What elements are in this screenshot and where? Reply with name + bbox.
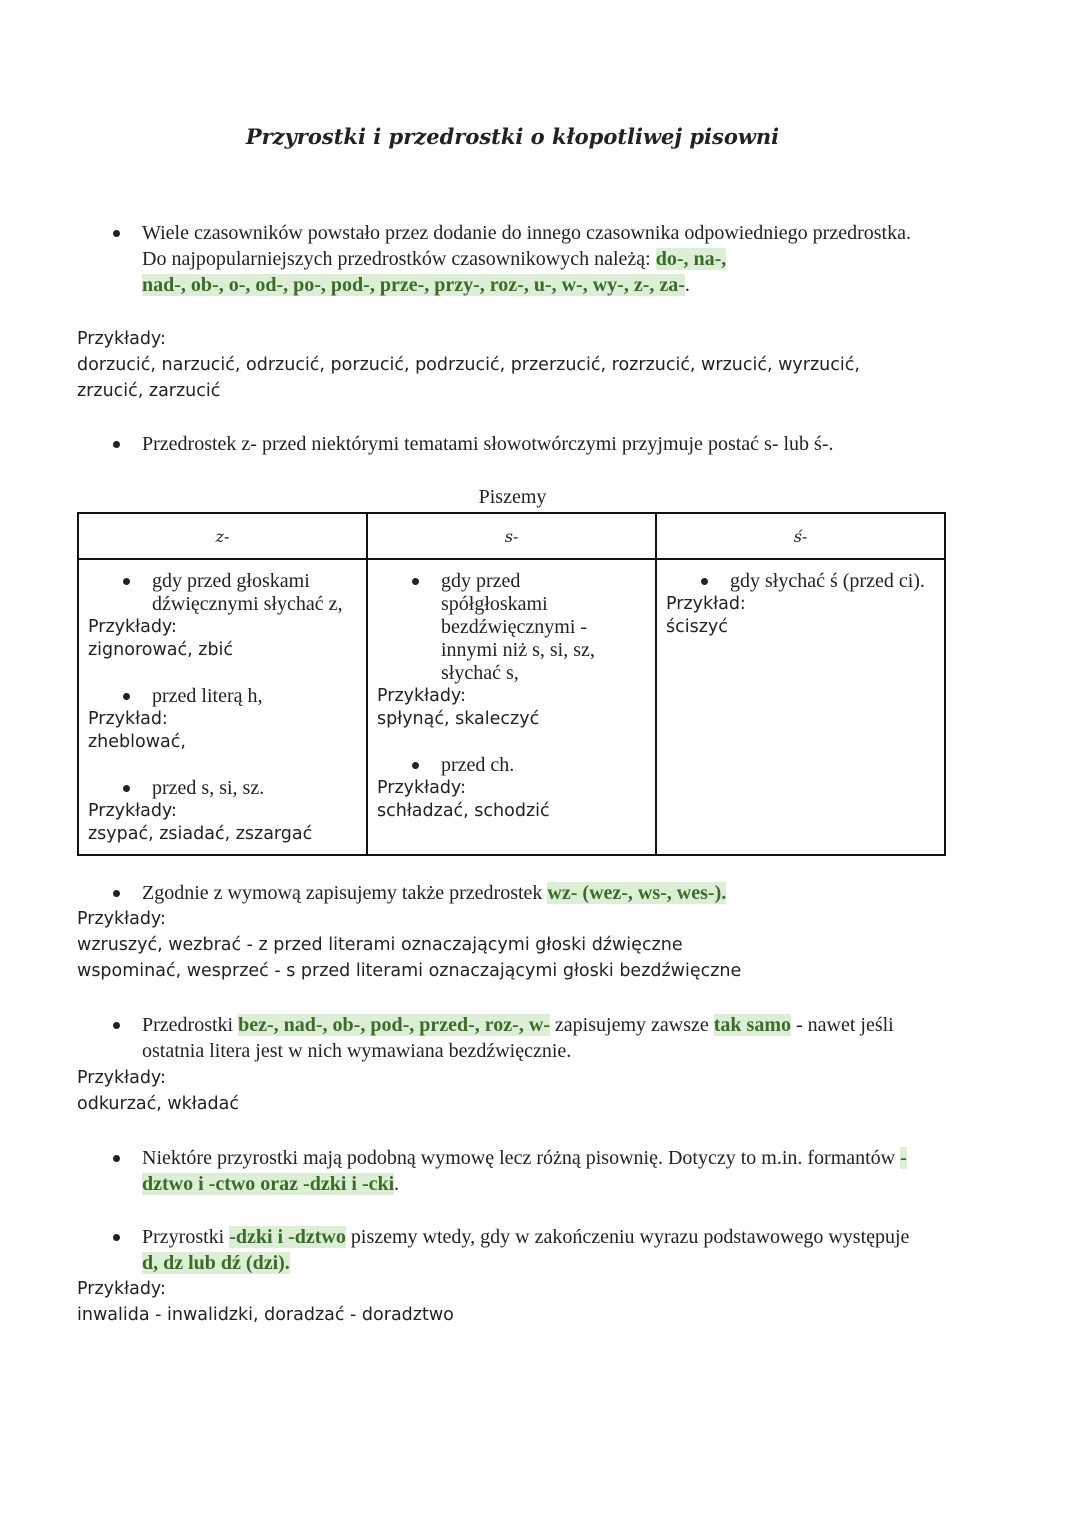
cell-bullet	[377, 570, 646, 685]
bullet-dot	[113, 1022, 120, 1029]
cell-bullet-text: gdy przed spółgłoskami bezdźwięcznymi - innymi niż s, si, sz, słychać s,	[441, 570, 595, 684]
examples-line: zignorować, zbić	[88, 640, 234, 660]
highlight-phrase: tak samo	[713, 1014, 791, 1036]
examples-label: Przykład:	[666, 594, 746, 614]
highlight-prefixes: nad-, ob-, o-, od-, po-, pod-, prze-, przy-, roz-, u-, w-, wy-, z-, za-	[142, 274, 685, 296]
examples-label: Przykłady:	[77, 329, 166, 349]
bullet-text	[142, 880, 913, 906]
bullet-dot	[701, 578, 708, 585]
examples-line: zrzucić, zarzucić	[77, 381, 221, 401]
examples-line: zheblować,	[88, 732, 186, 752]
cell-bullet-text: gdy przed głoskami dźwięcznymi słychać z,	[152, 570, 343, 615]
column-header-s: s-	[367, 513, 656, 559]
bullet-dot	[113, 230, 120, 237]
examples-line: dorzucić, narzucić, odrzucić, porzucić, podrzucić, przerzucić, rozrzucić, wrzucić, wyrzucić,	[77, 355, 860, 375]
bullet-dot	[123, 578, 130, 585]
cell-s	[367, 559, 656, 855]
highlight-suffixes: -dztwo i -ctwo oraz -dzki i -cki	[142, 1147, 907, 1195]
examples-block	[77, 1276, 977, 1328]
bullet-text	[142, 1145, 913, 1197]
bullet-suffixes	[113, 1145, 913, 1197]
bullet-z-prefix	[113, 431, 913, 457]
examples-line: spłynąć, skaleczyć	[377, 709, 540, 729]
text-segment: Wiele czasowników powstało przez dodanie do innego czasownika odpowiedniego przedrostka. Do najpopularniejszych przedrostków czasownikowych należą:	[142, 222, 911, 270]
examples-line: wspominać, wesprzeć - s przed literami oznaczającymi głoski bezdźwięczne	[77, 961, 742, 981]
cell-bullet-text: przed literą h,	[152, 685, 263, 707]
cell-bullet-text: gdy słychać ś (przed ci).	[730, 570, 925, 592]
examples-block	[77, 906, 977, 984]
cell-bullet-text: przed ch.	[441, 754, 515, 776]
column-header-z: z-	[78, 513, 367, 559]
text-segment: Niektóre przyrostki mają podobną wymowę lecz różną pisownię. Dotyczy to m.in. formantów	[142, 1147, 901, 1169]
examples-label: Przykłady:	[77, 909, 166, 929]
table-caption: Piszemy	[478, 486, 547, 508]
bullet-dot	[113, 890, 120, 897]
highlight-prefixes: bez-, nad-, ob-, pod-, przed-, roz-, w-	[238, 1014, 550, 1036]
bullet-dot	[412, 578, 419, 585]
examples-label: Przykłady:	[77, 1279, 166, 1299]
bullet-dot	[113, 1234, 120, 1241]
bullet-dot	[123, 693, 130, 700]
cell-bullet	[88, 777, 357, 800]
examples-line: inwalida - inwalidzki, doradzać - doradztwo	[77, 1305, 454, 1325]
text-segment: - nawet jeśli ostatnia litera jest w nich wymawiana bezdźwięcznie.	[142, 1014, 894, 1062]
bullet-dot	[123, 785, 130, 792]
bullet-dot	[113, 1155, 120, 1162]
cell-bullet	[88, 685, 357, 708]
examples-label: Przykłady:	[77, 1068, 166, 1088]
examples-line: wzruszyć, wezbrać - z przed literami oznaczającymi głoski dźwięczne	[77, 935, 683, 955]
bullet-dot	[412, 762, 419, 769]
cell-s-acute	[656, 559, 945, 855]
column-header-s-acute: ś-	[656, 513, 945, 559]
spelling-table	[77, 512, 946, 856]
examples-block	[77, 326, 977, 404]
text-segment: Przyrostki	[142, 1226, 230, 1248]
examples-block	[77, 1065, 977, 1117]
highlight-prefixes: do-, na-,	[655, 248, 727, 270]
bullet-text	[142, 1224, 913, 1276]
cell-bullet	[377, 754, 646, 777]
bullet-prefixes	[113, 220, 913, 298]
cell-z	[78, 559, 367, 855]
page-title: Przyrostki i przedrostki o kłopotliwej pisowni	[245, 124, 780, 149]
bullet-text	[142, 220, 913, 298]
examples-label: Przykłady:	[88, 801, 177, 821]
cell-bullet-text: przed s, si, sz.	[152, 777, 265, 799]
bullet-dzki-dztwo	[113, 1224, 913, 1276]
text-segment: Zgodnie z wymową zapisujemy także przedrostek	[142, 882, 548, 904]
examples-label: Przykłady:	[88, 617, 177, 637]
bullet-text	[142, 1012, 913, 1064]
examples-line: zsypać, zsiadać, zszargać	[88, 824, 313, 844]
examples-line: ściszyć	[666, 617, 728, 637]
text-segment: .	[684, 274, 690, 296]
text-segment: zapisujemy zawsze	[549, 1014, 714, 1036]
bullet-fixed-prefixes	[113, 1012, 913, 1064]
examples-label: Przykłady:	[377, 686, 466, 706]
text-segment: piszemy wtedy, gdy w zakończeniu wyrazu podstawowego występuje	[345, 1226, 910, 1248]
highlight-prefixes: wz- (wez-, ws-, wes-).	[547, 882, 727, 904]
highlight-suffixes: -dzki i -dztwo	[229, 1226, 346, 1248]
examples-line: odkurzać, wkładać	[77, 1094, 239, 1114]
cell-bullet	[88, 570, 357, 616]
text-segment: .	[394, 1173, 400, 1195]
highlight-letters: d, dz lub dź (dzi).	[142, 1252, 290, 1274]
examples-label: Przykłady:	[377, 778, 466, 798]
examples-line: schładzać, schodzić	[377, 801, 550, 821]
bullet-wz-prefix	[113, 880, 913, 906]
bullet-dot	[113, 441, 120, 448]
bullet-text: Przedrostek z- przed niektórymi tematami słowotwórczymi przyjmuje postać s- lub ś-.	[142, 433, 834, 455]
cell-bullet	[666, 570, 935, 593]
text-segment: Przedrostki	[142, 1014, 239, 1036]
examples-label: Przykład:	[88, 709, 168, 729]
